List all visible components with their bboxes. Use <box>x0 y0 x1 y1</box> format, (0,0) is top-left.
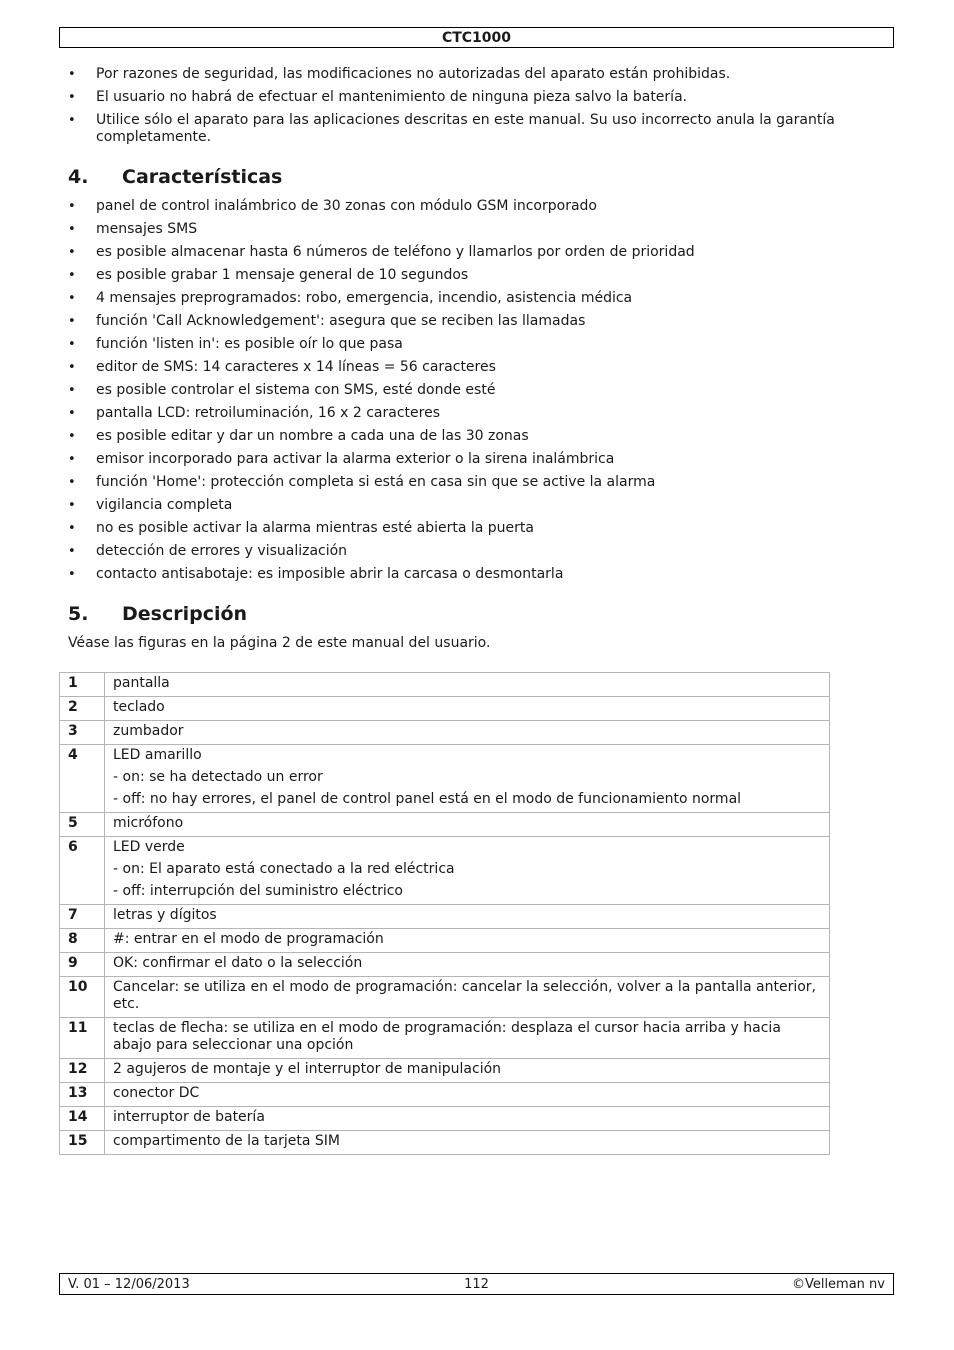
page-footer <box>59 1273 894 1295</box>
description-line: #: entrar en el modo de programación <box>113 931 384 947</box>
description-line: OK: confirmar el dato o la selección <box>113 955 363 971</box>
description-line: - off: interrupción del suministro eléctrico <box>113 883 404 899</box>
row-number: 1 <box>60 673 105 697</box>
row-number: 11 <box>60 1018 105 1059</box>
section-4-title: Características <box>122 166 283 188</box>
row-description <box>105 1083 830 1107</box>
row-number: 3 <box>60 721 105 745</box>
description-line: LED verde <box>113 839 185 855</box>
description-line: - on: El aparato está conectado a la red eléctrica <box>113 861 455 877</box>
row-number: 8 <box>60 929 105 953</box>
section-5-heading <box>68 603 868 625</box>
row-number: 9 <box>60 953 105 977</box>
list-item: • editor de SMS: 14 caracteres x 14 líneas = 56 caracteres <box>68 359 868 376</box>
table-row <box>60 721 830 745</box>
description-line: - on: se ha detectado un error <box>113 769 323 785</box>
row-number: 4 <box>60 745 105 813</box>
row-number: 14 <box>60 1107 105 1131</box>
list-item: • vigilancia completa <box>68 497 868 514</box>
list-item: • función 'Call Acknowledgement': asegura que se reciben las llamadas <box>68 313 868 330</box>
list-item: • no es posible activar la alarma mientras esté abierta la puerta <box>68 520 868 537</box>
row-description <box>105 813 830 837</box>
list-item: • mensajes SMS <box>68 221 868 238</box>
description-line: micrófono <box>113 815 184 831</box>
table-row <box>60 1107 830 1131</box>
description-line: - off: no hay errores, el panel de control panel está en el modo de funcionamiento normal <box>113 791 742 807</box>
description-line: pantalla <box>113 675 170 691</box>
footer-copyright: ©Velleman nv <box>791 1277 885 1292</box>
description-line: interruptor de batería <box>113 1109 265 1125</box>
table-row <box>60 697 830 721</box>
table-row <box>60 905 830 929</box>
section-5-intro: Véase las figuras en la página 2 de este manual del usuario. <box>68 635 491 651</box>
list-item: • Utilice sólo el aparato para las aplicaciones descritas en este manual. Su uso incorrecto anula la garantía completamente. <box>68 112 868 146</box>
list-item: • función 'Home': protección completa si está en casa sin que se active la alarma <box>68 474 868 491</box>
row-description <box>105 929 830 953</box>
list-item: • panel de control inalámbrico de 30 zonas con módulo GSM incorporado <box>68 198 868 215</box>
row-description <box>105 837 830 905</box>
table-row <box>60 745 830 813</box>
main-content <box>68 66 868 652</box>
page-header <box>59 27 894 48</box>
row-description <box>105 977 830 1018</box>
description-line: Cancelar: se utiliza en el modo de programación: cancelar la selección, volver a la pantalla anterior, etc. <box>113 979 816 1012</box>
list-item: • es posible editar y dar un nombre a cada una de las 30 zonas <box>68 428 868 445</box>
table-row <box>60 837 830 905</box>
list-item: • es posible almacenar hasta 6 números de teléfono y llamarlos por orden de prioridad <box>68 244 868 261</box>
list-item: • es posible controlar el sistema con SMS, esté donde esté <box>68 382 868 399</box>
row-description <box>105 673 830 697</box>
row-description <box>105 1131 830 1155</box>
features-bullet-list <box>68 198 868 583</box>
row-description <box>105 745 830 813</box>
description-line: letras y dígitos <box>113 907 217 923</box>
description-line: conector DC <box>113 1085 200 1101</box>
row-number: 7 <box>60 905 105 929</box>
table-row <box>60 1131 830 1155</box>
row-description <box>105 1107 830 1131</box>
table-row <box>60 813 830 837</box>
description-line: LED amarillo <box>113 747 202 763</box>
row-number: 12 <box>60 1059 105 1083</box>
list-item: • 4 mensajes preprogramados: robo, emergencia, incendio, asistencia médica <box>68 290 868 307</box>
footer-version: V. 01 – 12/06/2013 <box>68 1277 190 1292</box>
description-table <box>59 672 830 1155</box>
row-description <box>105 697 830 721</box>
row-description <box>105 721 830 745</box>
table-row <box>60 1059 830 1083</box>
row-number: 5 <box>60 813 105 837</box>
row-description <box>105 905 830 929</box>
description-line: teclado <box>113 699 165 715</box>
row-number: 6 <box>60 837 105 905</box>
section-4-heading <box>68 166 868 188</box>
list-item: • pantalla LCD: retroiluminación, 16 x 2 caracteres <box>68 405 868 422</box>
table-row <box>60 1083 830 1107</box>
list-item: • El usuario no habrá de efectuar el mantenimiento de ninguna pieza salvo la batería. <box>68 89 868 106</box>
table-row <box>60 929 830 953</box>
list-item: • emisor incorporado para activar la alarma exterior o la sirena inalámbrica <box>68 451 868 468</box>
list-item: • es posible grabar 1 mensaje general de 10 segundos <box>68 267 868 284</box>
list-item: • Por razones de seguridad, las modificaciones no autorizadas del aparato están prohibidas. <box>68 66 868 83</box>
header-title: CTC1000 <box>441 30 512 46</box>
description-line: zumbador <box>113 723 184 739</box>
row-description <box>105 1018 830 1059</box>
section-4-number: 4. <box>68 166 89 188</box>
list-item: • función 'listen in': es posible oír lo que pasa <box>68 336 868 353</box>
table-row <box>60 953 830 977</box>
row-description <box>105 953 830 977</box>
description-line: teclas de flecha: se utiliza en el modo de programación: desplaza el cursor hacia arriba y hacia abajo para seleccionar una opción <box>113 1020 781 1053</box>
description-line: compartimento de la tarjeta SIM <box>113 1133 340 1149</box>
row-number: 13 <box>60 1083 105 1107</box>
section-5-title: Descripción <box>122 603 248 625</box>
table-row <box>60 977 830 1018</box>
list-item: • detección de errores y visualización <box>68 543 868 560</box>
footer-page-number: 112 <box>464 1277 489 1292</box>
row-number: 10 <box>60 977 105 1018</box>
table-row <box>60 673 830 697</box>
row-description <box>105 1059 830 1083</box>
list-item: • contacto antisabotaje: es imposible abrir la carcasa o desmontarla <box>68 566 868 583</box>
section-5-number: 5. <box>68 603 89 625</box>
description-line: 2 agujeros de montaje y el interruptor de manipulación <box>113 1061 502 1077</box>
table-row <box>60 1018 830 1059</box>
intro-bullet-list <box>68 66 868 146</box>
row-number: 15 <box>60 1131 105 1155</box>
row-number: 2 <box>60 697 105 721</box>
